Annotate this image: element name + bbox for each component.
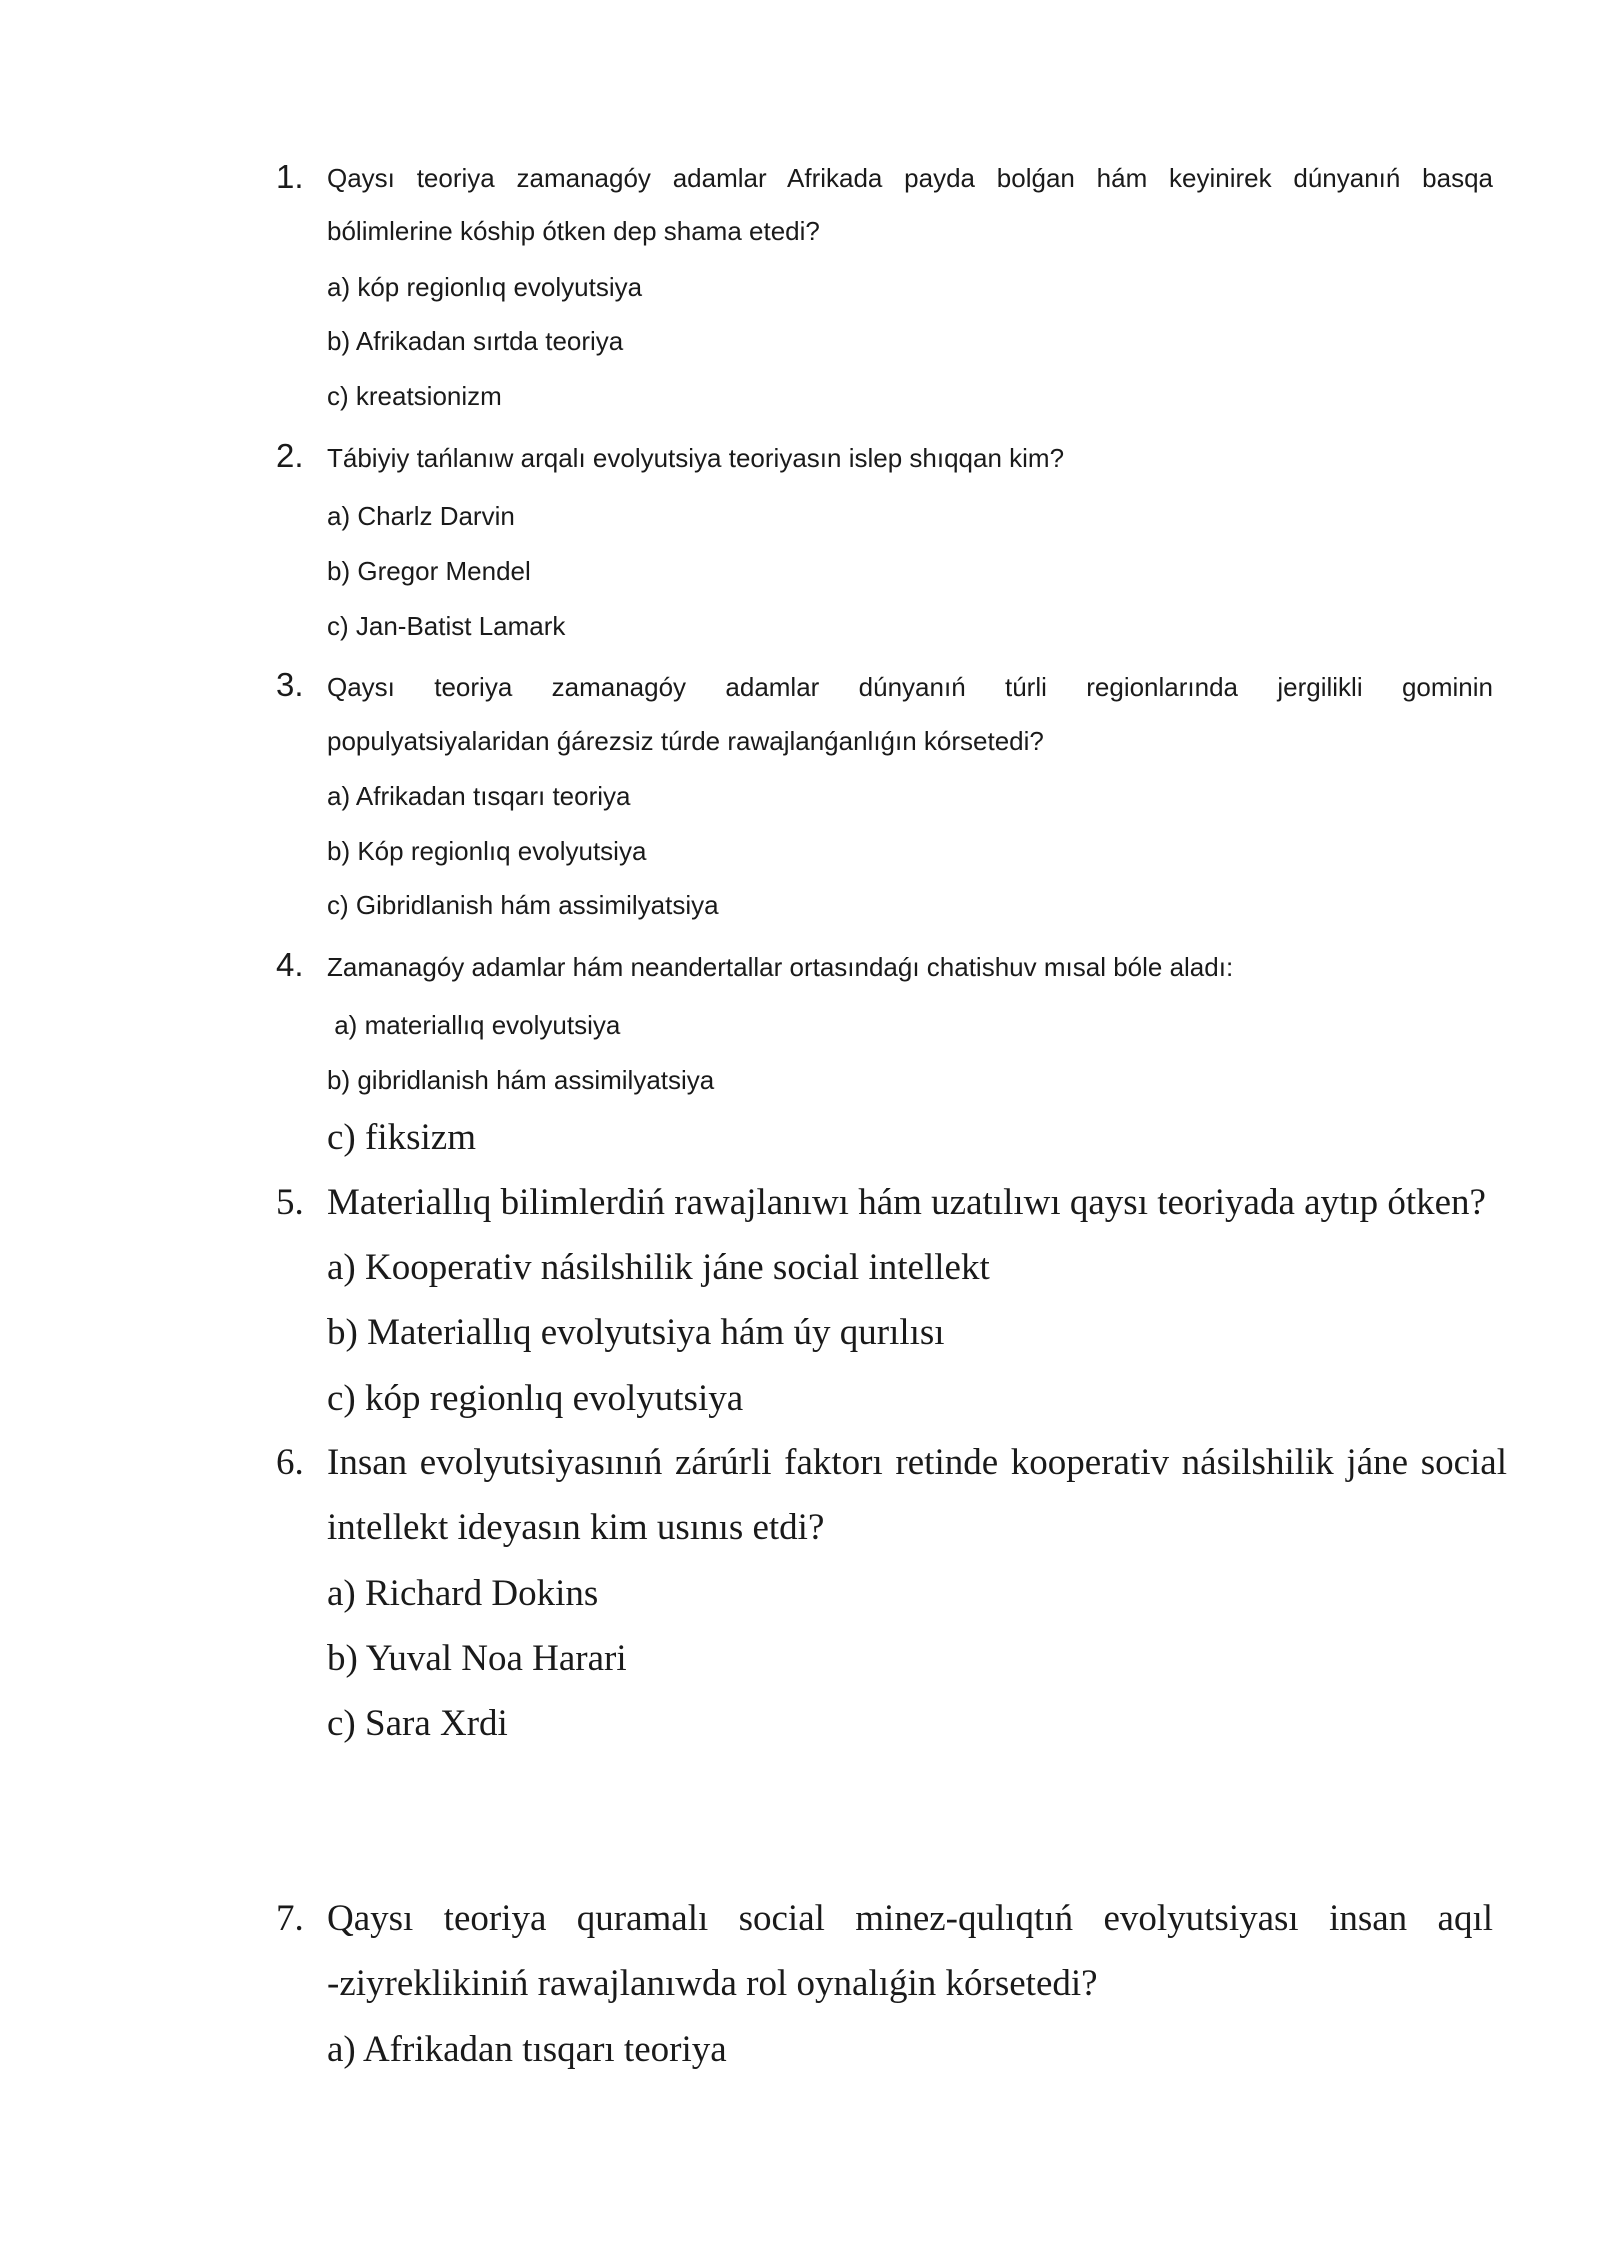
answer-option: a) materiallıq evolyutsiya [327,1010,621,1040]
question-text: Materiallıq bilimlerdiń rawajlanıwı hám uzatılıwı qaysı teoriyada aytıp ótken? [327,1182,1486,1223]
answer-option: a) Afrikadan tısqarı teoriya [327,2029,727,2070]
question-number: 3. [276,666,304,703]
answer-option: c) fiksizm [327,1117,476,1158]
question-text-line: -ziyreklikiniń rawajlanıwda rol oynalıǵin kórsetedi? [327,1963,1098,2004]
question-text-line: Qaysı teoriya zamanagóy adamlar Afrikada payda bolǵan hám keyinirek dúnyanıń basqa [327,163,1493,193]
answer-option: a) Charlz Darvin [327,501,515,531]
answer-option: a) kóp regionlıq evolyutsiya [327,272,643,302]
answer-option: b) Kóp regionlıq evolyutsiya [327,836,647,866]
answer-option: a) Kooperativ násilshilik jáne social intellekt [327,1247,990,1288]
question-text [327,1441,1507,1549]
answer-option: a) Afrikadan tısqarı teoriya [327,781,631,811]
answer-option: c) kóp regionlıq evolyutsiya [327,1378,744,1419]
question-text-line: bólimlerine kóship ótken dep shama etedi? [327,216,820,246]
answer-option: a) Richard Dokins [327,1573,599,1614]
question-number: 5. [276,1182,304,1223]
answer-option: b) Materiallıq evolyutsiya hám úy qurılısı [327,1312,945,1353]
answer-option: c) Gibridlanish hám assimilyatsiya [327,890,719,920]
question-text [327,672,1493,757]
question-text-line: intellekt ideyasın kim usınıs etdi? [327,1507,825,1548]
question-number: 2. [276,437,304,474]
answer-option: b) gibridlanish hám assimilyatsiya [327,1065,715,1095]
answer-option: c) kreatsionizm [327,381,502,411]
question-text-line: Qaysı teoriya zamanagóy adamlar dúnyanıń túrli regionlarında jergilikli gominin [327,672,1493,702]
question-text-line: Insan evolyutsiyasınıń zárúrli faktorı retinde kooperativ násilshilik jáne social [327,1442,1507,1483]
question-text-line: populyatsiyalaridan ǵárezsiz túrde rawajlanǵanlıǵın kórsetedi? [327,726,1044,756]
question-number: 7. [276,1898,304,1939]
question-number: 6. [276,1442,304,1483]
question-text-line: Qaysı teoriya quramalı social minez-qulıqtıń evolyutsiyası insan aqıl [327,1898,1493,1939]
question-text: Tábiyiy tańlanıw arqalı evolyutsiya teoriyasın islep shıqqan kim? [327,443,1065,473]
answer-option: b) Gregor Mendel [327,556,531,586]
answer-option: c) Jan-Batist Lamark [327,611,566,641]
question-text [327,1897,1493,2005]
question-text [327,163,1493,247]
question-number: 1. [276,158,304,195]
answer-option: b) Afrikadan sırtda teoriya [327,326,624,356]
answer-option: b) Yuval Noa Harari [327,1638,627,1679]
answer-option: c) Sara Xrdi [327,1703,508,1744]
question-number: 4. [276,946,304,983]
question-text: Zamanagóy adamlar hám neandertallar ortasındaǵı chatishuv mısal bóle aladı: [327,952,1234,982]
